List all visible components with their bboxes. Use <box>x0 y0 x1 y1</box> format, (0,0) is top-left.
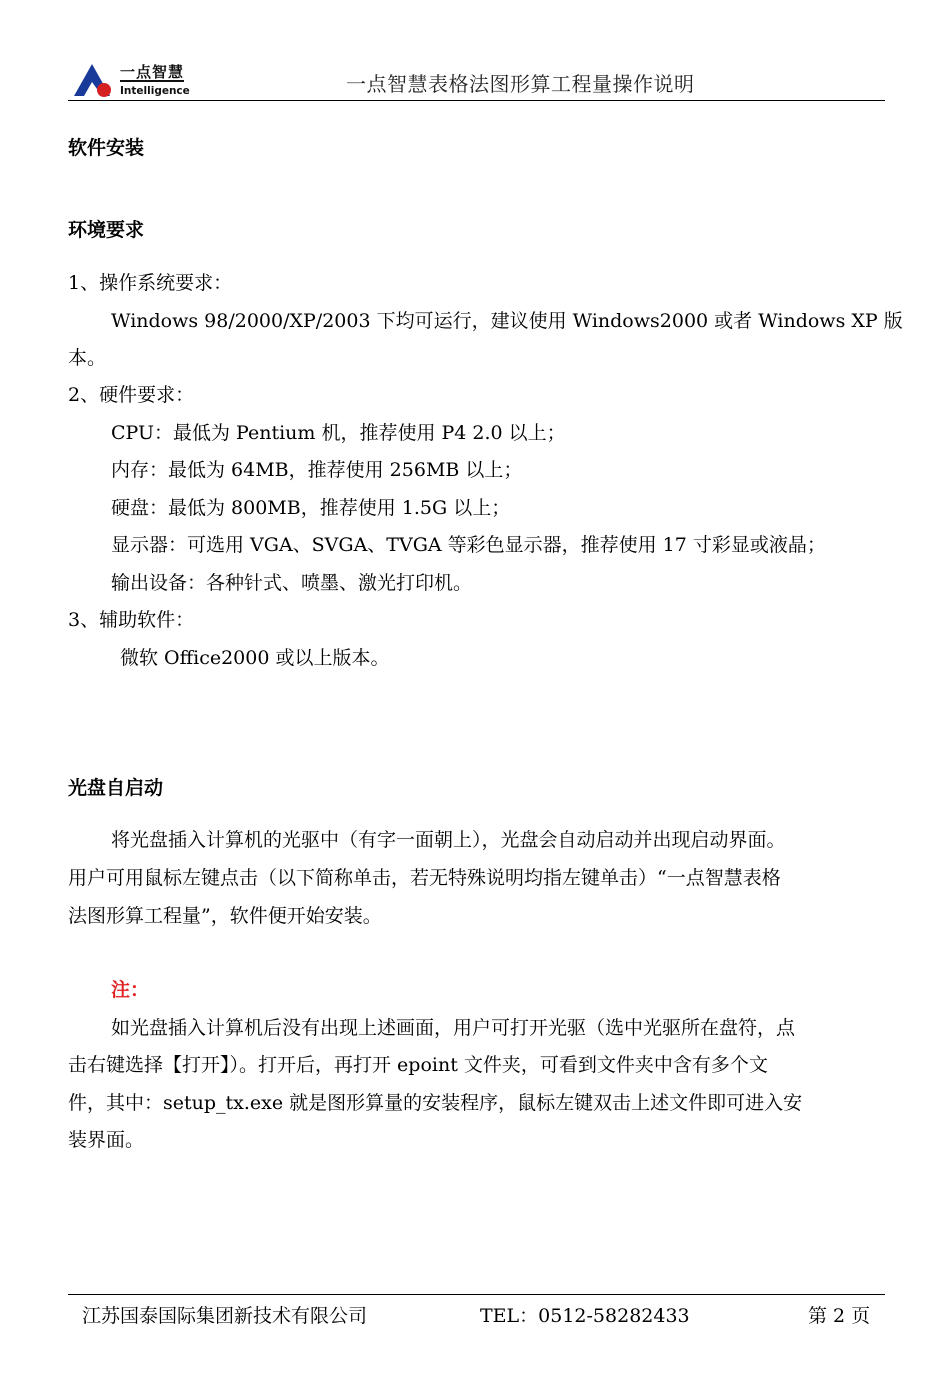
logo-triangle-icon <box>70 60 118 98</box>
list-item: 微软 Office2000 或以上版本。 <box>120 647 390 669</box>
paragraph-line: 件，其中：setup_tx.exe 就是图形算量的安装程序，鼠标左键双击上述文件即可进入安 <box>68 1092 803 1114</box>
document-title: 一点智慧表格法图形算工程量操作说明 <box>346 72 695 96</box>
list-item: 1、操作系统要求： <box>68 272 233 294</box>
list-item: CPU：最低为 Pentium 机，推荐使用 P4 2.0 以上； <box>111 422 566 444</box>
list-item: 3、辅助软件： <box>68 609 195 631</box>
paragraph-line: 将光盘插入计算机的光驱中（有字一面朝上），光盘会自动启动并出现启动界面。 <box>111 829 786 851</box>
logo-english-text: Intelligence <box>120 85 190 97</box>
paragraph-line: 击右键选择【打开】）。打开后，再打开 epoint 文件夹，可看到文件夹中含有多个文 <box>68 1054 768 1076</box>
paragraph-line: 装界面。 <box>68 1129 145 1151</box>
list-item: 本。 <box>68 347 107 369</box>
footer-tel: TEL：0512-58282433 <box>480 1305 690 1327</box>
page-footer <box>68 1294 885 1335</box>
heading-environment: 环境要求 <box>68 219 145 241</box>
company-logo <box>70 60 200 98</box>
list-item: 硬盘：最低为 800MB，推荐使用 1.5G 以上； <box>111 497 511 519</box>
list-item: 内存：最低为 64MB，推荐使用 256MB 以上； <box>111 459 523 481</box>
paragraph-line: 用户可用鼠标左键点击（以下简称单击，若无特殊说明均指左键单击）“一点智慧表格 <box>68 867 781 889</box>
list-item: 输出设备：各种针式、喷墨、激光打印机。 <box>111 572 473 594</box>
heading-cd-autostart: 光盘自启动 <box>68 777 164 799</box>
footer-company: 江苏国泰国际集团新技术有限公司 <box>82 1305 368 1327</box>
logo-chinese-text: 一点智慧 <box>120 63 185 81</box>
list-item: 显示器：可选用 VGA、SVGA、TVGA 等彩色显示器，推荐使用 17 寸彩显或液晶； <box>111 534 826 556</box>
list-item: 2、硬件要求： <box>68 384 195 406</box>
footer-page-number: 第 2 页 <box>808 1305 871 1327</box>
paragraph-line: 如光盘插入计算机后没有出现上述画面，用户可打开光驱（选中光驱所在盘符，点 <box>111 1017 796 1039</box>
page-header <box>68 58 885 101</box>
heading-software-install: 软件安装 <box>68 137 145 159</box>
paragraph-line: 法图形算工程量”，软件便开始安装。 <box>68 905 382 927</box>
list-item: Windows 98/2000/XP/2003 下均可运行，建议使用 Windows2000 或者 Windows XP 版 <box>111 310 903 332</box>
note-label: 注： <box>111 979 150 1001</box>
